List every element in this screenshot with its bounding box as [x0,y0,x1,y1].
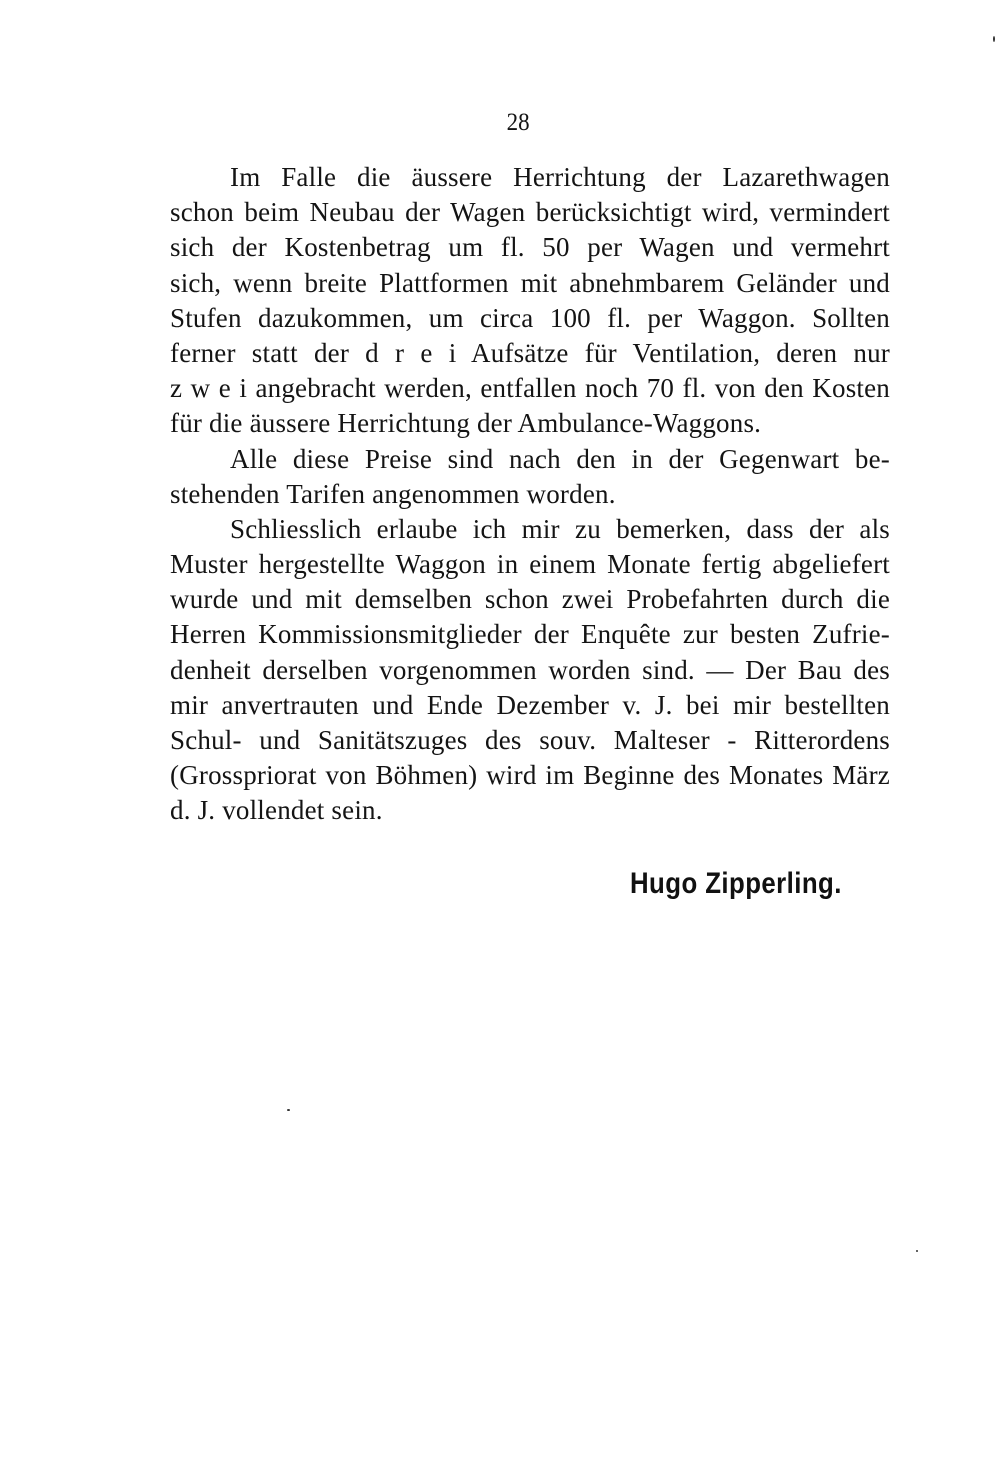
text-line: sich, wenn breite Plattformen mit abnehmbarem Geländer und [170,267,890,298]
scan-speck [287,1109,290,1111]
text-line: Schul- und Sanitätszuges des souv. Malteser - Ritterordens [170,725,890,755]
text-line: z w e i angebracht werden, entfallen noch 70 fl. von den Kosten [170,373,890,404]
text-line: ferner statt der d r e i Aufsätze für Ventilation, deren nur [170,337,890,368]
text-line: Herren Kommissionsmitglieder der Enquête zur besten Zufrie- [170,619,890,650]
scan-speck [993,36,995,42]
text-line: denheit derselben vorgenommen worden sind. — Der Bau des [170,654,890,685]
text-line: Schliesslich erlaube ich mir zu bemerken, dass der als [230,513,890,544]
text-line: mir anvertrauten und Ende Dezember v. J. bei mir bestellten [170,689,890,720]
text-line: sich der Kostenbetrag um fl. 50 per Wagen und vermehrt [170,232,890,263]
text-line: Stufen dazukommen, um circa 100 fl. per Waggon. Sollten [170,302,890,333]
text-line: d. J. vollendet sein. [170,795,383,826]
page-number: 28 [506,109,530,136]
text-line: Muster hergestellte Waggon in einem Monate fertig abgeliefert [170,549,890,580]
signature: Hugo Zipperling. [630,867,842,900]
scan-speck [916,1250,918,1252]
body-text [170,160,890,829]
text-line: stehenden Tarifen angenommen worden. [170,478,616,509]
text-line: Im Falle die äussere Herrichtung der Lazarethwagen [230,162,890,192]
text-line: Alle diese Preise sind nach den in der Gegenwart be- [230,443,890,474]
text-line: wurde und mit demselben schon zwei Probefahrten durch die [170,584,890,615]
text-line: (Grosspriorat von Böhmen) wird im Beginne des Monates März [170,760,890,791]
text-line: für die äussere Herrichtung der Ambulance-Waggons. [170,408,762,439]
text-line: schon beim Neubau der Wagen berücksichtigt wird, vermindert [170,197,890,228]
